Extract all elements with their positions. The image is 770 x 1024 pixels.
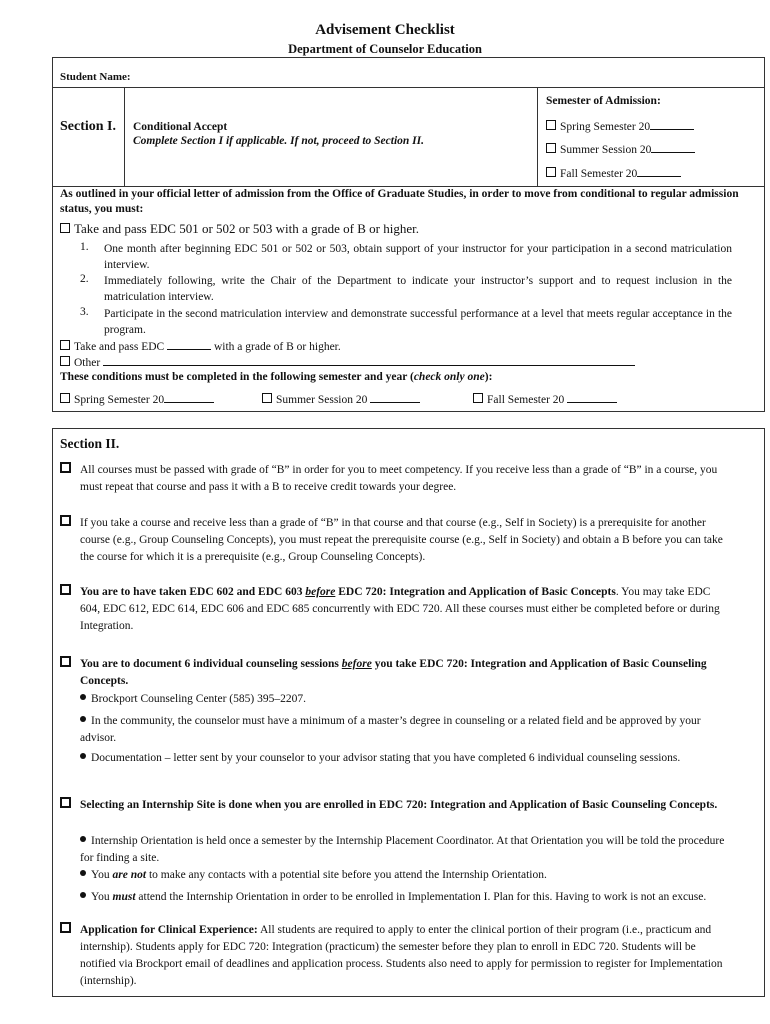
admission-option-summer[interactable]: Summer Session 20 xyxy=(546,142,695,156)
checkbox-icon[interactable] xyxy=(546,120,556,130)
admission-option-fall[interactable]: Fall Semester 20 xyxy=(546,166,681,180)
other-option[interactable]: Other xyxy=(60,355,635,369)
step-3: Participate in the second matriculation interview and demonstrate successful performance at a level that meets regular acceptance in the program. xyxy=(104,308,732,336)
step-1-num: 1. xyxy=(80,241,89,253)
step-2-num: 2. xyxy=(80,273,89,285)
bullet-icon xyxy=(80,892,86,898)
bullet-icon xyxy=(80,716,86,722)
checkbox-icon[interactable] xyxy=(473,393,483,403)
item-1-text: All courses must be passed with grade of “B” in order for you to meet competency. If you receive less than a grade of “B” in a course, you must repeat that course and pass it with a B to receive credit towards your degree. xyxy=(80,464,718,493)
checkbox-icon[interactable] xyxy=(60,922,71,933)
conditions-text: These conditions must be completed in the following semester and year (check only one): xyxy=(60,371,493,383)
item-5-bullet-3: You must attend the Internship Orientation in order to be enrolled in Implementation I. Plan for this. Having to work is not an excuse. xyxy=(80,889,730,906)
item-4-text: You are to document 6 individual counseling sessions before you take EDC 720: Integration and Application of Basic Counseling Concepts. xyxy=(80,658,707,687)
item-4-bullet-1: Brockport Counseling Center (585) 395–2207. xyxy=(80,691,730,708)
item-4-bullet-3: Documentation – letter sent by your counselor to your advisor stating that you have completed 6 individual counseling sessions. xyxy=(80,750,730,767)
conditional-accept-title: Conditional Accept xyxy=(133,121,228,133)
step-3-num: 3. xyxy=(80,306,89,318)
completion-option-spring[interactable]: Spring Semester 20 xyxy=(60,392,214,406)
step-2: Immediately following, write the Chair of the Department to indicate your instructor’s support and to request inclusion in the matriculation interview. xyxy=(104,275,732,303)
checkbox-icon[interactable] xyxy=(60,462,71,473)
section-1-label: Section I. xyxy=(60,119,116,134)
step-1: One month after beginning EDC 501 or 502 or 503, obtain support of your instructor for your participation in a second matriculation interview. xyxy=(104,243,732,271)
checkbox-icon[interactable] xyxy=(60,797,71,808)
checkbox-icon[interactable] xyxy=(60,515,71,526)
checkbox-icon[interactable] xyxy=(546,167,556,177)
bullet-icon xyxy=(80,694,86,700)
item-3-text: You are to have taken EDC 602 and EDC 603 before EDC 720: Integration and Application of Basic Concepts. You may take EDC 604, EDC 612, EDC 614, EDC 606 and EDC 685 concurrently with EDC 720. All these courses must either be completed before or during Integration. xyxy=(80,586,720,632)
completion-option-fall[interactable]: Fall Semester 20 xyxy=(473,392,617,406)
bullet-icon xyxy=(80,870,86,876)
checkbox-icon[interactable] xyxy=(60,656,71,667)
section-2-label: Section II. xyxy=(60,436,120,451)
semester-admission-label: Semester of Admission: xyxy=(546,95,661,107)
bullet-icon xyxy=(80,753,86,759)
page-title: Advisement Checklist xyxy=(315,22,455,38)
admission-intro: As outlined in your official letter of admission from the Office of Graduate Studies, in order to move from conditional to regular admission status, you must: xyxy=(60,188,739,215)
take-pass-edc[interactable]: Take and pass EDC with a grade of B or higher. xyxy=(60,339,341,353)
checkbox-icon[interactable] xyxy=(262,393,272,403)
section-2-box xyxy=(52,428,765,997)
checkbox-icon[interactable] xyxy=(60,393,70,403)
item-4-bullet-2: In the community, the counselor must have a minimum of a master’s degree in counseling or a related field and be approved by your advisor. xyxy=(80,715,701,744)
student-name-label: Student Name: xyxy=(60,71,131,83)
department-subtitle: Department of Counselor Education xyxy=(288,42,482,56)
item-5-bullet-2: You are not to make any contacts with a potential site before you attend the Internship Orientation. xyxy=(80,867,730,884)
item-5-bullet-1: Internship Orientation is held once a semester by the Internship Placement Coordinator. At that Orientation you will be told the procedure for finding a site. xyxy=(80,835,725,864)
item-5-text: Selecting an Internship Site is done when you are enrolled in EDC 720: Integration and Application of Basic Counseling Concepts. xyxy=(80,799,718,811)
checkbox-icon[interactable] xyxy=(60,223,70,233)
admission-option-spring[interactable]: Spring Semester 20 xyxy=(546,119,694,133)
checkbox-icon[interactable] xyxy=(546,143,556,153)
section-1-box xyxy=(52,57,765,412)
checkbox-icon[interactable] xyxy=(60,340,70,350)
checkbox-icon[interactable] xyxy=(60,356,70,366)
item-2-text: If you take a course and receive less than a grade of “B” in that course and that course (e.g., Self in Society) is a prerequisite for another course (e.g., Group Counseling Concepts), you must repeat the prerequisite course (e.g., Self in Society) and obtain a B before you can take the course for which it is a prerequisite (e.g., Group Counseling Concepts). xyxy=(80,517,723,563)
bullet-icon xyxy=(80,836,86,842)
item-6-text: Application for Clinical Experience: All students are required to apply to enter the clinical portion of their program (i.e., practicum and internship). Students apply for EDC 720: Integration (practicum) the semester before they plan to enroll in EDC 720. Students will be notified via Brockport email of deadlines and application process. Students also need to apply for permission to register for Implementation (internship). xyxy=(80,924,723,987)
checkbox-icon[interactable] xyxy=(60,584,71,595)
take-pass-main[interactable]: Take and pass EDC 501 or 502 or 503 with a grade of B or higher. xyxy=(60,221,419,237)
completion-option-summer[interactable]: Summer Session 20 xyxy=(262,392,420,406)
conditional-instruction: Complete Section I if applicable. If not, proceed to Section II. xyxy=(133,135,424,147)
